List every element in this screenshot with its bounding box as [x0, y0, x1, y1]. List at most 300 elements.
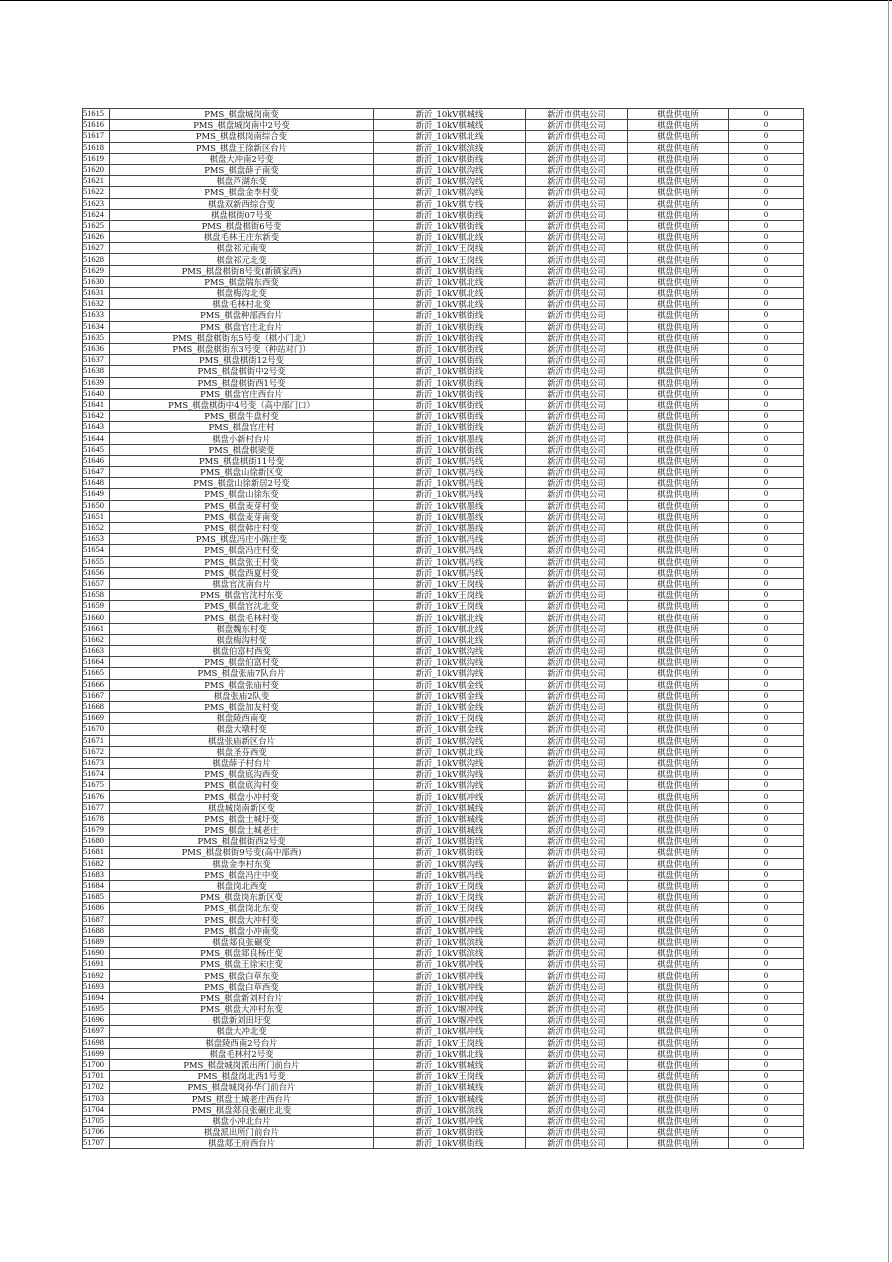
feeder-line: 新沂_10kV王岗线	[374, 892, 526, 903]
row-number: 51632	[83, 299, 110, 310]
table-row	[83, 746, 804, 757]
station-name: 棋盘供电所	[628, 735, 729, 746]
feeder-line: 新沂_10kV棋冲线	[374, 914, 526, 925]
station-name: 棋盘供电所	[628, 299, 729, 310]
company-name: 新沂市供电公司	[526, 992, 628, 1003]
company-name: 新沂市供电公司	[526, 511, 628, 522]
transformer-name: 棋盘大冲北变	[110, 1026, 374, 1037]
value-cell: 0	[729, 578, 804, 589]
transformer-name: PMS_棋盘张庙村变	[110, 679, 374, 690]
table-row	[83, 757, 804, 768]
table-row	[83, 321, 804, 332]
company-name: 新沂市供电公司	[526, 198, 628, 209]
value-cell: 0	[729, 411, 804, 422]
table-row	[83, 1048, 804, 1059]
table-row	[83, 724, 804, 735]
transformer-name: PMS_棋盘冯庄小陈庄变	[110, 534, 374, 545]
table-row	[83, 310, 804, 321]
feeder-line: 新沂_10kV棋滨线	[374, 142, 526, 153]
value-cell: 0	[729, 992, 804, 1003]
table-row	[83, 332, 804, 343]
table-row	[83, 299, 804, 310]
station-name: 棋盘供电所	[628, 232, 729, 243]
row-number: 51674	[83, 769, 110, 780]
row-number: 51702	[83, 1082, 110, 1093]
row-number: 51667	[83, 690, 110, 701]
transformer-name: PMS_棋盘官沈村东变	[110, 590, 374, 601]
value-cell: 0	[729, 825, 804, 836]
value-cell: 0	[729, 634, 804, 645]
feeder-line: 新沂_10kV堰冲线	[374, 1015, 526, 1026]
row-number: 51652	[83, 522, 110, 533]
station-name: 棋盘供电所	[628, 578, 729, 589]
company-name: 新沂市供电公司	[526, 858, 628, 869]
station-name: 棋盘供电所	[628, 1059, 729, 1070]
row-number: 51689	[83, 936, 110, 947]
row-number: 51620	[83, 164, 110, 175]
transformer-name: PMS_棋盘加友村变	[110, 701, 374, 712]
row-number: 51670	[83, 724, 110, 735]
feeder-line: 新沂_10kV棋沟线	[374, 646, 526, 657]
feeder-line: 新沂_10kV王岗线	[374, 254, 526, 265]
transformer-name: PMS_棋盘金李村变	[110, 187, 374, 198]
company-name: 新沂市供电公司	[526, 176, 628, 187]
row-number: 51639	[83, 377, 110, 388]
table-row	[83, 467, 804, 478]
feeder-line: 新沂_10kV棋金线	[374, 679, 526, 690]
row-number: 51692	[83, 970, 110, 981]
company-name: 新沂市供电公司	[526, 321, 628, 332]
table-row	[83, 780, 804, 791]
row-number: 51616	[83, 120, 110, 131]
transformer-name: 棋盘郯王府西台片	[110, 1138, 374, 1149]
transformer-name: PMS_棋盘棋街9号变(高中部西)	[110, 847, 374, 858]
row-number: 51633	[83, 310, 110, 321]
company-name: 新沂市供电公司	[526, 187, 628, 198]
value-cell: 0	[729, 802, 804, 813]
feeder-line: 新沂_10kV棋冯线	[374, 545, 526, 556]
value-cell: 0	[729, 690, 804, 701]
row-number: 51655	[83, 556, 110, 567]
table-row	[83, 623, 804, 634]
station-name: 棋盘供电所	[628, 724, 729, 735]
station-name: 棋盘供电所	[628, 948, 729, 959]
feeder-line: 新沂_10kV王岗线	[374, 578, 526, 589]
value-cell: 0	[729, 1026, 804, 1037]
value-cell: 0	[729, 467, 804, 478]
feeder-line: 新沂_10kV棋滨线	[374, 936, 526, 947]
feeder-line: 新沂_10kV棋沟线	[374, 769, 526, 780]
station-name: 棋盘供电所	[628, 511, 729, 522]
table-row	[83, 343, 804, 354]
table-row	[83, 590, 804, 601]
table-row	[83, 1015, 804, 1026]
feeder-line: 新沂_10kV棋冯线	[374, 455, 526, 466]
station-name: 棋盘供电所	[628, 131, 729, 142]
company-name: 新沂市供电公司	[526, 948, 628, 959]
company-name: 新沂市供电公司	[526, 433, 628, 444]
transformer-name: 棋盘薛子村台片	[110, 757, 374, 768]
table-row	[83, 701, 804, 712]
value-cell: 0	[729, 433, 804, 444]
value-cell: 0	[729, 813, 804, 824]
value-cell: 0	[729, 858, 804, 869]
value-cell: 0	[729, 109, 804, 120]
company-name: 新沂市供电公司	[526, 1093, 628, 1104]
value-cell: 0	[729, 981, 804, 992]
feeder-line: 新沂_10kV棋街线	[374, 388, 526, 399]
value-cell: 0	[729, 567, 804, 578]
company-name: 新沂市供电公司	[526, 388, 628, 399]
station-name: 棋盘供电所	[628, 276, 729, 287]
table-row	[83, 668, 804, 679]
transformer-name: PMS_棋盘棋街6号变	[110, 220, 374, 231]
transformer-name: 棋盘新刘田圩变	[110, 1015, 374, 1026]
table-row	[83, 634, 804, 645]
transformer-name: PMS_棋盘土城老庄西台片	[110, 1093, 374, 1104]
table-row	[83, 1071, 804, 1082]
table-row	[83, 936, 804, 947]
transformer-name: PMS_棋盘土城圩变	[110, 813, 374, 824]
company-name: 新沂市供电公司	[526, 209, 628, 220]
transformer-name: PMS_棋盘棋街中4号变（高中部门口）	[110, 399, 374, 410]
station-name: 棋盘供电所	[628, 343, 729, 354]
company-name: 新沂市供电公司	[526, 769, 628, 780]
transformer-name: PMS_棋盘城岗南变	[110, 109, 374, 120]
table-row	[83, 646, 804, 657]
table-row	[83, 120, 804, 131]
table-row	[83, 601, 804, 612]
transformer-name: PMS_棋盘官庄北台片	[110, 321, 374, 332]
station-name: 棋盘供电所	[628, 1015, 729, 1026]
row-number: 51660	[83, 612, 110, 623]
table-row	[83, 769, 804, 780]
transformer-name: PMS_棋盘毛林村变	[110, 612, 374, 623]
table-row	[83, 422, 804, 433]
transformer-name: 棋盘派出所门前台片	[110, 1127, 374, 1138]
feeder-line: 新沂_10kV棋街线	[374, 366, 526, 377]
row-number: 51625	[83, 220, 110, 231]
transformer-name: 棋盘梅沟北变	[110, 288, 374, 299]
station-name: 棋盘供电所	[628, 489, 729, 500]
station-name: 棋盘供电所	[628, 769, 729, 780]
value-cell: 0	[729, 590, 804, 601]
value-cell: 0	[729, 1071, 804, 1082]
company-name: 新沂市供电公司	[526, 1071, 628, 1082]
company-name: 新沂市供电公司	[526, 455, 628, 466]
station-name: 棋盘供电所	[628, 444, 729, 455]
value-cell: 0	[729, 120, 804, 131]
table-row	[83, 109, 804, 120]
station-name: 棋盘供电所	[628, 478, 729, 489]
feeder-line: 新沂_10kV棋街线	[374, 444, 526, 455]
station-name: 棋盘供电所	[628, 467, 729, 478]
value-cell: 0	[729, 545, 804, 556]
company-name: 新沂市供电公司	[526, 657, 628, 668]
company-name: 新沂市供电公司	[526, 310, 628, 321]
station-name: 棋盘供电所	[628, 981, 729, 992]
row-number: 51651	[83, 511, 110, 522]
value-cell: 0	[729, 1048, 804, 1059]
value-cell: 0	[729, 288, 804, 299]
row-number: 51637	[83, 355, 110, 366]
table-row	[83, 377, 804, 388]
transformer-name: 棋盘小新村台片	[110, 433, 374, 444]
station-name: 棋盘供电所	[628, 321, 729, 332]
feeder-line: 新沂_10kV棋城线	[374, 1082, 526, 1093]
row-number: 51686	[83, 903, 110, 914]
company-name: 新沂市供电公司	[526, 970, 628, 981]
feeder-line: 新沂_10kV王岗线	[374, 1071, 526, 1082]
value-cell: 0	[729, 321, 804, 332]
company-name: 新沂市供电公司	[526, 646, 628, 657]
row-number: 51688	[83, 925, 110, 936]
station-name: 棋盘供电所	[628, 1138, 729, 1149]
transformer-name: 棋盘毛林村北变	[110, 299, 374, 310]
row-number: 51673	[83, 757, 110, 768]
station-name: 棋盘供电所	[628, 1004, 729, 1015]
value-cell: 0	[729, 713, 804, 724]
value-cell: 0	[729, 187, 804, 198]
station-name: 棋盘供电所	[628, 836, 729, 847]
value-cell: 0	[729, 176, 804, 187]
table-row	[83, 1127, 804, 1138]
transformer-name: PMS_棋盘棋街东3号变（种站对门）	[110, 343, 374, 354]
table-row	[83, 366, 804, 377]
feeder-line: 新沂_10kV棋沟线	[374, 187, 526, 198]
value-cell: 0	[729, 601, 804, 612]
station-name: 棋盘供电所	[628, 332, 729, 343]
row-number: 51700	[83, 1059, 110, 1070]
station-name: 棋盘供电所	[628, 825, 729, 836]
transformer-name: PMS_棋盘山徐新区变	[110, 467, 374, 478]
row-number: 51683	[83, 869, 110, 880]
transformer-name: PMS_棋盘郯良张碾庄北变	[110, 1104, 374, 1115]
company-name: 新沂市供电公司	[526, 724, 628, 735]
table-row	[83, 388, 804, 399]
row-number: 51650	[83, 500, 110, 511]
row-number: 51706	[83, 1127, 110, 1138]
transformer-name: PMS_棋盘大冲村变	[110, 914, 374, 925]
table-row	[83, 265, 804, 276]
table-row	[83, 925, 804, 936]
table-row	[83, 556, 804, 567]
transformer-name: PMS_棋盘官沈北变	[110, 601, 374, 612]
company-name: 新沂市供电公司	[526, 735, 628, 746]
row-number: 51640	[83, 388, 110, 399]
table-row	[83, 690, 804, 701]
company-name: 新沂市供电公司	[526, 701, 628, 712]
value-cell: 0	[729, 444, 804, 455]
feeder-line: 新沂_10kV棋墨线	[374, 511, 526, 522]
value-cell: 0	[729, 880, 804, 891]
company-name: 新沂市供电公司	[526, 825, 628, 836]
company-name: 新沂市供电公司	[526, 399, 628, 410]
table-row	[83, 411, 804, 422]
table-row	[83, 679, 804, 690]
company-name: 新沂市供电公司	[526, 780, 628, 791]
row-number: 51647	[83, 467, 110, 478]
value-cell: 0	[729, 1059, 804, 1070]
row-number: 51619	[83, 153, 110, 164]
value-cell: 0	[729, 142, 804, 153]
feeder-line: 新沂_10kV王岗线	[374, 590, 526, 601]
table-row	[83, 444, 804, 455]
company-name: 新沂市供电公司	[526, 757, 628, 768]
company-name: 新沂市供电公司	[526, 489, 628, 500]
value-cell: 0	[729, 220, 804, 231]
table-row	[83, 489, 804, 500]
feeder-line: 新沂_10kV棋冲线	[374, 791, 526, 802]
feeder-line: 新沂_10kV棋城线	[374, 802, 526, 813]
feeder-line: 新沂_10kV棋街线	[374, 836, 526, 847]
transformer-name: 棋盘伯富村西变	[110, 646, 374, 657]
row-number: 51672	[83, 746, 110, 757]
station-name: 棋盘供电所	[628, 1037, 729, 1048]
company-name: 新沂市供电公司	[526, 1138, 628, 1149]
row-number: 51662	[83, 634, 110, 645]
row-number: 51622	[83, 187, 110, 198]
table-row	[83, 791, 804, 802]
table-row	[83, 970, 804, 981]
value-cell: 0	[729, 1127, 804, 1138]
station-name: 棋盘供电所	[628, 288, 729, 299]
feeder-line: 新沂_10kV棋冲线	[374, 1026, 526, 1037]
table-row	[83, 1093, 804, 1104]
value-cell: 0	[729, 276, 804, 287]
feeder-line: 新沂_10kV棋沟线	[374, 164, 526, 175]
station-name: 棋盘供电所	[628, 992, 729, 1003]
value-cell: 0	[729, 646, 804, 657]
table-row	[83, 869, 804, 880]
transformer-name: PMS_棋盘瑞东西变	[110, 276, 374, 287]
company-name: 新沂市供电公司	[526, 131, 628, 142]
table-row	[83, 981, 804, 992]
feeder-line: 新沂_10kV棋街线	[374, 355, 526, 366]
value-cell: 0	[729, 612, 804, 623]
row-number: 51629	[83, 265, 110, 276]
transformer-name: PMS_棋盘张庙7队台片	[110, 668, 374, 679]
transformer-name: PMS_棋盘麦芽村变	[110, 500, 374, 511]
table-row	[83, 713, 804, 724]
value-cell: 0	[729, 198, 804, 209]
station-name: 棋盘供电所	[628, 567, 729, 578]
company-name: 新沂市供电公司	[526, 1015, 628, 1026]
feeder-line: 新沂_10kV棋墨线	[374, 522, 526, 533]
row-number: 51677	[83, 802, 110, 813]
company-name: 新沂市供电公司	[526, 567, 628, 578]
transformer-name: PMS_棋盘底沟村变	[110, 780, 374, 791]
station-name: 棋盘供电所	[628, 869, 729, 880]
company-name: 新沂市供电公司	[526, 791, 628, 802]
row-number: 51658	[83, 590, 110, 601]
feeder-line: 新沂_10kV棋城线	[374, 1059, 526, 1070]
transformer-table	[82, 108, 804, 1149]
feeder-line: 新沂_10kV棋冯线	[374, 534, 526, 545]
company-name: 新沂市供电公司	[526, 422, 628, 433]
station-name: 棋盘供电所	[628, 1127, 729, 1138]
transformer-name: PMS_棋盘种部西台片	[110, 310, 374, 321]
company-name: 新沂市供电公司	[526, 623, 628, 634]
station-name: 棋盘供电所	[628, 646, 729, 657]
table-row	[83, 1059, 804, 1070]
table-row	[83, 914, 804, 925]
row-number: 51641	[83, 399, 110, 410]
station-name: 棋盘供电所	[628, 623, 729, 634]
transformer-name: 棋盘大冲南2号变	[110, 153, 374, 164]
company-name: 新沂市供电公司	[526, 634, 628, 645]
feeder-line: 新沂_10kV棋墨线	[374, 500, 526, 511]
station-name: 棋盘供电所	[628, 109, 729, 120]
company-name: 新沂市供电公司	[526, 478, 628, 489]
table-row	[83, 254, 804, 265]
feeder-line: 新沂_10kV棋城线	[374, 813, 526, 824]
company-name: 新沂市供电公司	[526, 545, 628, 556]
row-number: 51694	[83, 992, 110, 1003]
feeder-line: 新沂_10kV王岗线	[374, 880, 526, 891]
station-name: 棋盘供电所	[628, 198, 729, 209]
value-cell: 0	[729, 153, 804, 164]
station-name: 棋盘供电所	[628, 164, 729, 175]
transformer-name: 棋盘郯良张碾变	[110, 936, 374, 947]
station-name: 棋盘供电所	[628, 310, 729, 321]
value-cell: 0	[729, 422, 804, 433]
station-name: 棋盘供电所	[628, 1048, 729, 1059]
feeder-line: 新沂_10kV棋北线	[374, 634, 526, 645]
value-cell: 0	[729, 556, 804, 567]
value-cell: 0	[729, 657, 804, 668]
company-name: 新沂市供电公司	[526, 288, 628, 299]
value-cell: 0	[729, 903, 804, 914]
transformer-name: PMS_棋盘岗东新区变	[110, 892, 374, 903]
station-name: 棋盘供电所	[628, 590, 729, 601]
transformer-name: 棋盘芦湖东变	[110, 176, 374, 187]
company-name: 新沂市供电公司	[526, 925, 628, 936]
value-cell: 0	[729, 936, 804, 947]
transformer-name: PMS_棋盘棋街11号变	[110, 455, 374, 466]
transformer-name: PMS_棋盘大冲村东变	[110, 1004, 374, 1015]
table-row	[83, 220, 804, 231]
station-name: 棋盘供电所	[628, 388, 729, 399]
value-cell: 0	[729, 511, 804, 522]
table-row	[83, 1115, 804, 1126]
value-cell: 0	[729, 780, 804, 791]
transformer-name: PMS_棋盘岗北东变	[110, 903, 374, 914]
value-cell: 0	[729, 869, 804, 880]
row-number: 51696	[83, 1015, 110, 1026]
value-cell: 0	[729, 1093, 804, 1104]
table-row	[83, 153, 804, 164]
company-name: 新沂市供电公司	[526, 276, 628, 287]
station-name: 棋盘供电所	[628, 455, 729, 466]
transformer-name: 棋盘毛林王庄东新变	[110, 232, 374, 243]
company-name: 新沂市供电公司	[526, 936, 628, 947]
row-number: 51690	[83, 948, 110, 959]
row-number: 51617	[83, 131, 110, 142]
value-cell: 0	[729, 343, 804, 354]
transformer-name: PMS_棋盘底沟西变	[110, 769, 374, 780]
feeder-line: 新沂_10kV棋墨线	[374, 433, 526, 444]
row-number: 51707	[83, 1138, 110, 1149]
station-name: 棋盘供电所	[628, 959, 729, 970]
station-name: 棋盘供电所	[628, 1115, 729, 1126]
row-number: 51648	[83, 478, 110, 489]
company-name: 新沂市供电公司	[526, 903, 628, 914]
station-name: 棋盘供电所	[628, 265, 729, 276]
value-cell: 0	[729, 366, 804, 377]
value-cell: 0	[729, 735, 804, 746]
value-cell: 0	[729, 522, 804, 533]
